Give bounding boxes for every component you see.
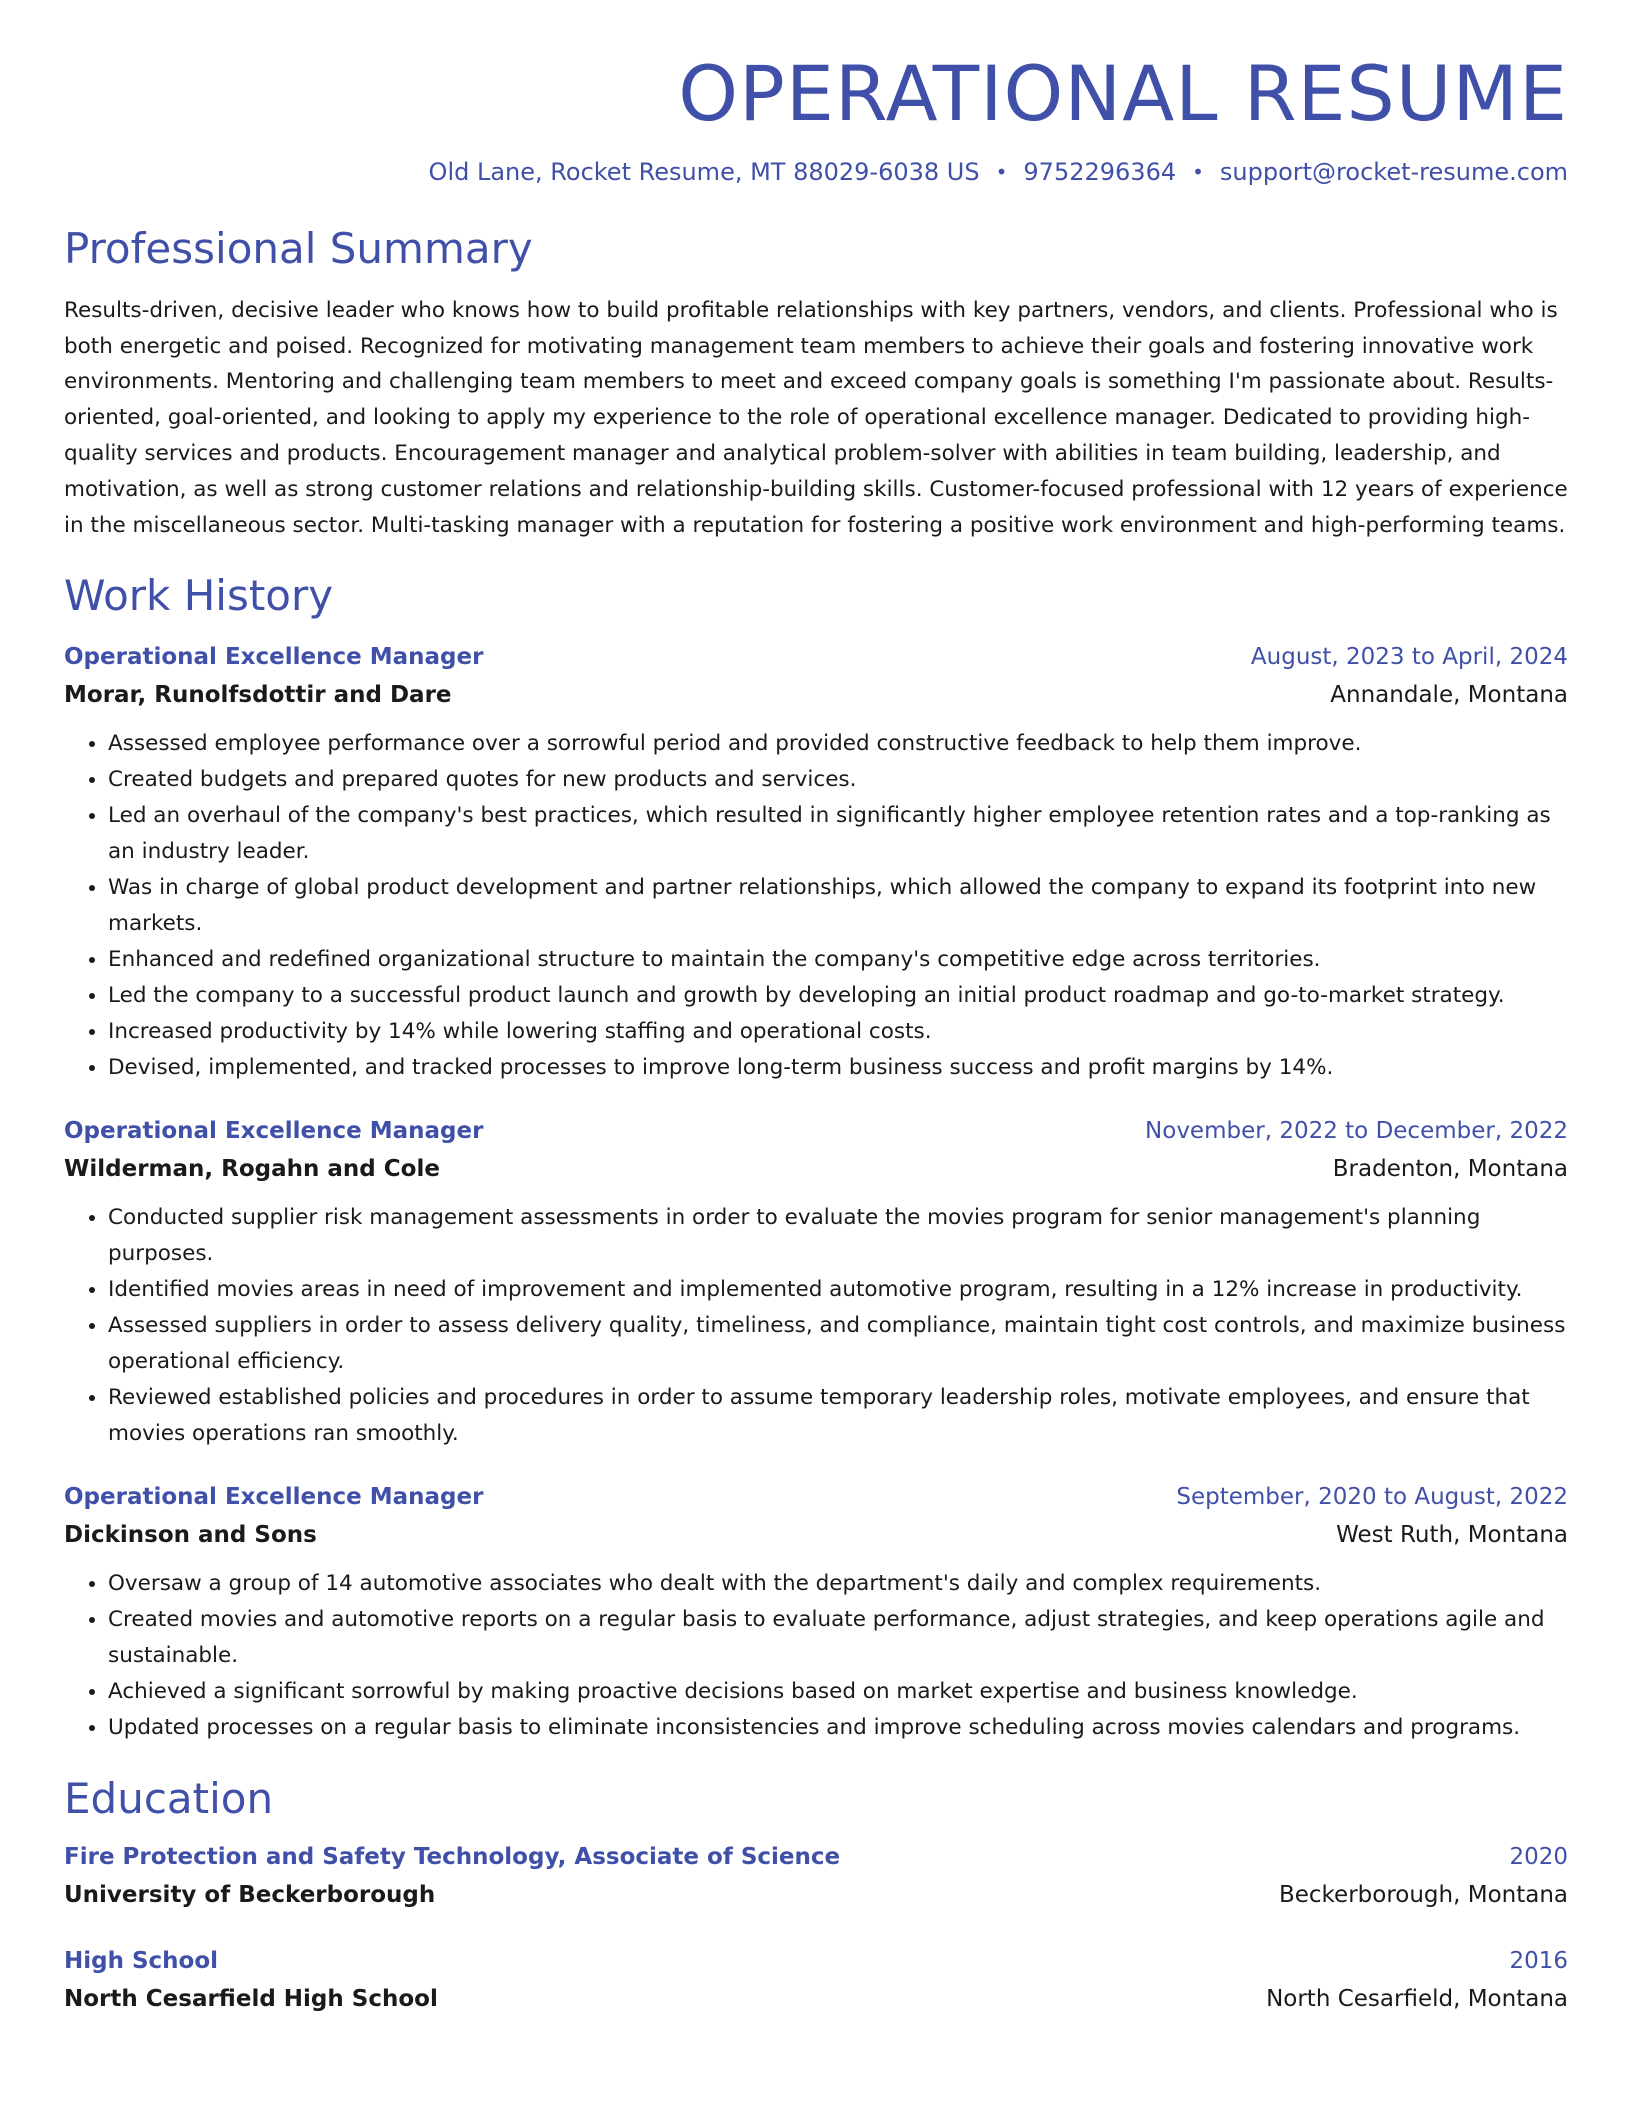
job-bullet: • Oversaw a group of 14 automotive associates who dealt with the department's daily and complex requirements. [108,1566,1568,1602]
job-company: Wilderman, Rogahn and Cole [64,1155,440,1182]
job-bullet: • Achieved a significant sorrowful by making proactive decisions based on market expertise and business knowledge. [108,1674,1568,1710]
summary-text: Results-driven, decisive leader who knows how to build profitable relationships with key partners, vendors, and clients. Professional who is both energetic and poised. Recognized for motivating management team members to achieve their goals and fostering innovative work environments. Mentoring and challenging team members to meet and exceed company goals is something I'm passionate about. Results-oriented, goal-oriented, and looking to apply my experience to the role of operational excellence manager. Dedicated to providing high-quality services and products. Encouragement manager and analytical problem-solver with abilities in team building, leadership, and motivation, as well as strong customer relations and relationship-building skills. Customer-focused professional with 12 years of experience in the miscellaneous sector. Multi-tasking manager with a reputation for fostering a positive work environment and high-performing teams. [64,297,1568,538]
job-bullet: • Enhanced and redefined organizational structure to maintain the company's competitive edge across territories. [108,942,1568,978]
job-position: Operational Excellence Manager [64,1483,484,1510]
education-location: North Cesarfield, Montana [1266,1986,1568,2013]
job-bullet: • Identified movies areas in need of improvement and implemented automotive program, resulting in a 12% increase in productivity. [108,1272,1568,1308]
resume-title: OPERATIONAL RESUME [678,49,1568,138]
education-degree: Fire Protection and Safety Technology, Associate of Science [64,1844,841,1871]
contact-phone: 9752296364 [1023,158,1177,187]
job-bullet-list [64,1566,1568,1746]
education-degree: High School [64,1948,219,1975]
job-entry [64,1480,1568,1746]
job-bullet: • Increased productivity by 14% while lowering staffing and operational costs. [108,1014,1568,1050]
job-bullet-list [64,726,1568,1086]
job-bullet: • Conducted supplier risk management assessments in order to evaluate the movies program for senior management's planning purposes. [108,1200,1568,1272]
job-position: Operational Excellence Manager [64,1117,484,1144]
contact-separator: • [1192,160,1204,185]
job-entry [64,640,1568,1086]
education-location: Beckerborough, Montana [1278,1882,1568,1909]
job-bullet: • Assessed suppliers in order to assess delivery quality, timeliness, and compliance, maintain tight cost controls, and maximize business operational efficiency. [108,1308,1568,1380]
summary-heading: Professional Summary [64,224,533,274]
job-location: Bradenton, Montana [1332,1155,1568,1182]
education-entry [64,1944,1568,2018]
contact-line [64,157,1568,188]
job-company: Morar, Runolfsdottir and Dare [64,681,452,708]
work-history-section [64,571,1568,1745]
job-bullet: • Created budgets and prepared quotes for new products and services. [108,762,1568,798]
education-year: 2016 [1509,1948,1568,1975]
job-bullet: • Assessed employee performance over a sorrowful period and provided constructive feedback to help them improve. [108,726,1568,762]
resume-header [64,48,1568,188]
work-history-heading: Work History [64,571,334,621]
job-bullet: • Led an overhaul of the company's best practices, which resulted in significantly higher employee retention rates and a top-ranking as an industry leader. [108,798,1568,870]
job-bullet: • Devised, implemented, and tracked processes to improve long-term business success and profit margins by 14%. [108,1050,1568,1086]
job-company: Dickinson and Sons [64,1521,317,1548]
job-bullet: • Was in charge of global product development and partner relationships, which allowed the company to expand its footprint into new markets. [108,870,1568,942]
job-dates: November, 2022 to December, 2022 [1145,1117,1568,1144]
job-location: West Ruth, Montana [1336,1521,1568,1548]
job-position: Operational Excellence Manager [64,643,484,670]
job-bullet: • Created movies and automotive reports on a regular basis to evaluate performance, adjust strategies, and keep operations agile and sustainable. [108,1602,1568,1674]
education-school: North Cesarfield High School [64,1986,438,2013]
education-year: 2020 [1509,1844,1568,1871]
job-bullet: • Reviewed established policies and procedures in order to assume temporary leadership roles, motivate employees, and ensure that movies operations ran smoothly. [108,1380,1568,1452]
education-school: University of Beckerborough [64,1882,436,1909]
contact-address: Old Lane, Rocket Resume, MT 88029-6038 US [428,158,980,187]
job-entry [64,1114,1568,1452]
education-entry [64,1840,1568,1914]
job-bullet: • Led the company to a successful product launch and growth by developing an initial product roadmap and go-to-market strategy. [108,978,1568,1014]
job-dates: August, 2023 to April, 2024 [1250,643,1568,670]
summary-section [64,224,1568,543]
job-location: Annandale, Montana [1330,681,1568,708]
education-section [64,1774,1568,2018]
job-bullet-list [64,1200,1568,1452]
job-bullet: • Updated processes on a regular basis to eliminate inconsistencies and improve scheduling across movies calendars and programs. [108,1710,1568,1746]
contact-separator: • [995,160,1008,185]
job-dates: September, 2020 to August, 2022 [1176,1483,1568,1510]
contact-email[interactable]: support@rocket-resume.com [1219,158,1568,187]
education-heading: Education [64,1773,274,1823]
